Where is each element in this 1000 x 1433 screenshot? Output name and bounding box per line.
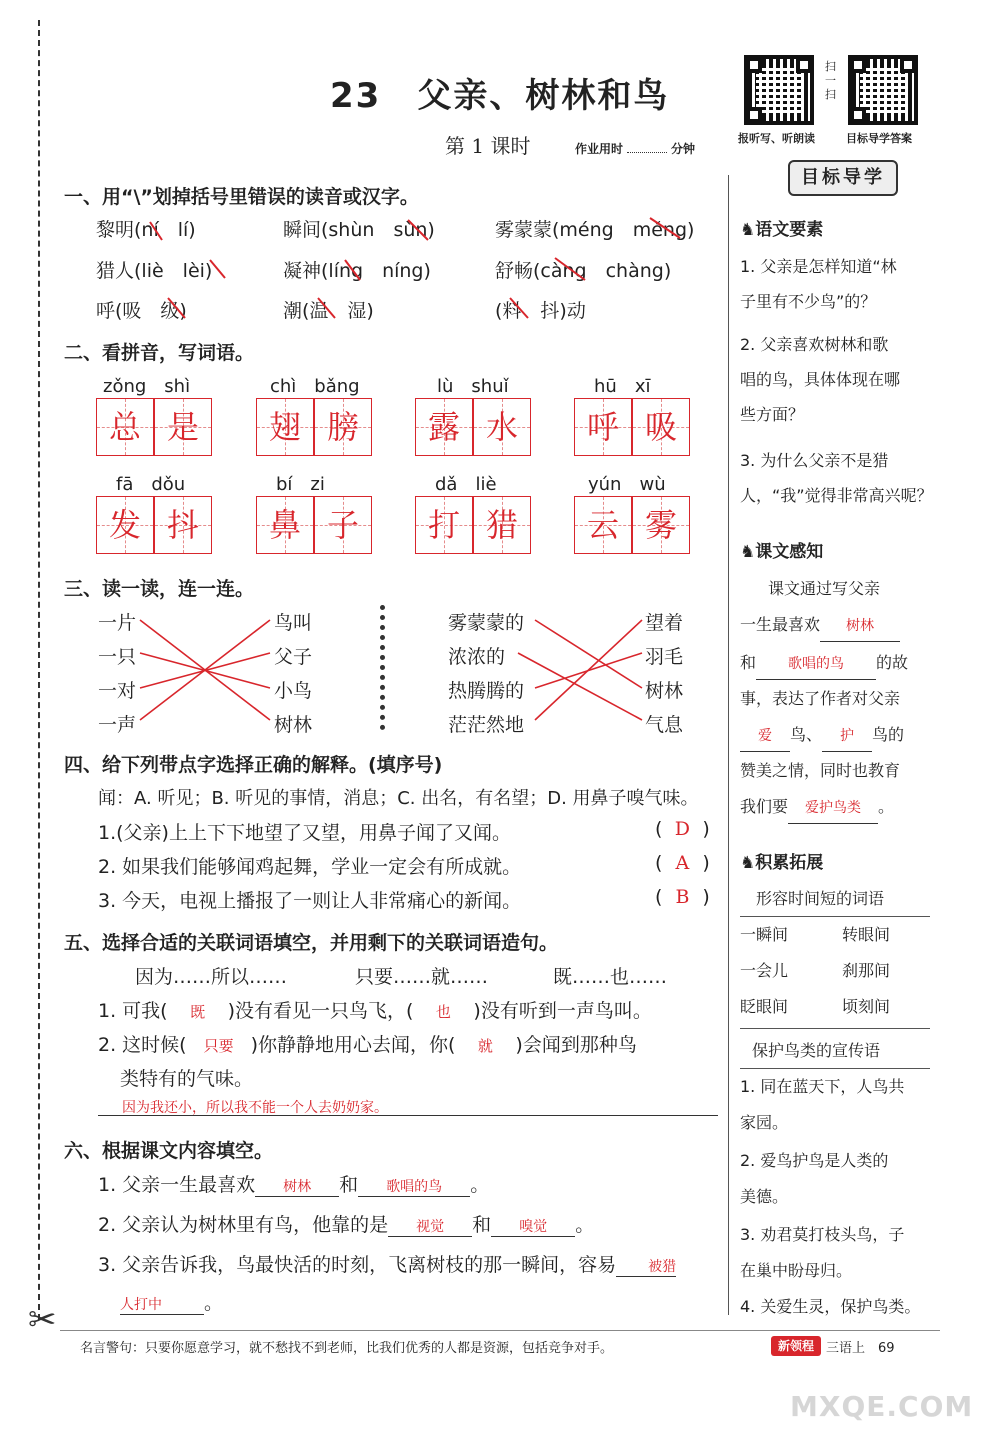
word-1a: 一瞬间 xyxy=(740,925,789,944)
word-2a: 一会儿 xyxy=(740,961,789,980)
worktime-unit: 分钟 xyxy=(671,142,696,156)
q2-line2: 唱的鸟，具体体现在哪 xyxy=(740,370,901,389)
yuwen-heading-text: 语文要素 xyxy=(755,220,824,240)
chess-knight-icon: ♞ xyxy=(740,853,756,873)
s3-right-a-4: 茫茫然地 xyxy=(448,714,525,736)
grid-answer-char: 翅 xyxy=(268,408,301,446)
s6-l2-a: 2. 父亲认为树林里有鸟，他靠的是 xyxy=(98,1214,389,1236)
s1-item-4: 猎人(liè lèi) xyxy=(96,260,213,282)
slogan-6: 在巢中盼母归。 xyxy=(740,1261,853,1280)
sidebar-q3 xyxy=(740,446,933,511)
watermark: MXQE.COM xyxy=(790,1390,974,1423)
s3-left-b-3: 小鸟 xyxy=(274,680,313,702)
sidebar-q2 xyxy=(740,330,900,430)
ganzhi-p4 xyxy=(740,720,904,752)
s6-l4-c: 。 xyxy=(204,1292,224,1314)
pinyin-7: dǎ liè xyxy=(435,474,497,495)
s3-left-a-1: 一片 xyxy=(98,612,137,634)
jilei-heading-text: 积累拓展 xyxy=(755,853,824,873)
ganzhi-p3: 事，表达了作者对父亲 xyxy=(740,689,901,708)
slogan-3: 2. 爱鸟护鸟是人类的 xyxy=(740,1151,889,1170)
worktime-text: 作业用时 xyxy=(575,142,624,156)
s3-left-b-1: 鸟叫 xyxy=(274,612,313,634)
pinyin-1: zǒng shì xyxy=(103,376,191,397)
ganzhi-heading xyxy=(740,537,823,562)
pinyin-5: fā dǒu xyxy=(116,474,186,495)
words-title-underline xyxy=(740,916,930,917)
s5-l2-b: )你静静地用心去闻，你( xyxy=(250,1034,456,1056)
s6-line1 xyxy=(98,1170,489,1197)
s5-option-2: 只要……就…… xyxy=(355,966,489,988)
column-divider xyxy=(728,175,729,1315)
s6-l1-ans1: 树林 xyxy=(255,1176,339,1197)
pinyin-3: lù shuǐ xyxy=(437,376,509,397)
slogan-2: 家园。 xyxy=(740,1113,789,1132)
s3-left-a-2: 一只 xyxy=(98,646,137,668)
s6-l2-b: 和 xyxy=(472,1214,492,1236)
s3-left-b-2: 父子 xyxy=(274,646,313,668)
slogan-title-underline xyxy=(740,1068,930,1069)
s4-answer-2: A xyxy=(675,852,690,874)
s4-answer-1: D xyxy=(674,818,691,840)
s6-line2 xyxy=(98,1210,594,1237)
s5-l2-a: 2. 这时候( xyxy=(98,1034,187,1056)
ganzhi-p6b: 。 xyxy=(878,797,895,816)
grid-answer-char: 膀 xyxy=(326,408,359,446)
grid-answer-char: 抖 xyxy=(166,506,199,544)
s4-paren-1: ( D ) xyxy=(655,818,710,840)
slogan-4: 美德。 xyxy=(740,1187,789,1206)
slogan-1: 1. 同在蓝天下，人鸟共 xyxy=(740,1077,905,1096)
slogan-title: 保护鸟类的宣传语 xyxy=(752,1041,881,1060)
s6-l1-c: 。 xyxy=(470,1174,490,1196)
grid-answer-char: 子 xyxy=(326,506,359,544)
ganzhi-a3: 爱 xyxy=(740,721,790,752)
s4-paren-2: ( A ) xyxy=(655,852,710,874)
page-title: 23 父亲、树林和鸟 xyxy=(330,76,670,116)
qr1-caption: 报听写、听朗读 xyxy=(738,132,815,145)
s3-right-a-3: 热腾腾的 xyxy=(448,680,525,702)
jilei-heading xyxy=(740,848,823,873)
ganzhi-a4: 护 xyxy=(822,721,872,752)
s1-item-3: 雾蒙蒙(méng měng) xyxy=(495,219,695,241)
pinyin-6: bí zi xyxy=(276,474,325,495)
word-2b: 刹那间 xyxy=(842,961,891,980)
s1-item-9: (料 抖)动 xyxy=(495,300,586,322)
words-bottom-line xyxy=(740,1028,930,1029)
chess-knight-icon: ♞ xyxy=(740,220,756,240)
section6-title: 六、根据课文内容填空。 xyxy=(64,1140,274,1162)
s3-left-b-4: 树林 xyxy=(274,714,313,736)
grid-answer-char: 发 xyxy=(108,506,141,544)
q1-line2: 子里有不少鸟”的？ xyxy=(740,292,877,311)
s1-item-7: 呼(吸 级) xyxy=(96,300,187,322)
s5-option-3: 既……也…… xyxy=(553,966,668,988)
s5-l2-ans1: 只要 xyxy=(203,1037,234,1055)
s1-item-8: 潮(温 湿) xyxy=(283,300,374,322)
ganzhi-p4b: 鸟的 xyxy=(872,725,905,744)
scissors-icon: ✂ xyxy=(28,1300,57,1340)
word-3a: 眨眼间 xyxy=(740,997,789,1016)
s4-definition: 闻：A. 听见；B. 听见的事情，消息；C. 出名，有名望；D. 用鼻子嗅气味。 xyxy=(98,788,699,809)
footer-rule xyxy=(60,1330,940,1331)
s6-line4 xyxy=(120,1288,223,1315)
q2-line1: 2. 父亲喜欢树林和歌 xyxy=(740,335,889,354)
s4-item-3: 3. 今天，电视上播报了一则让人非常痛心的新闻。 xyxy=(98,890,522,912)
ganzhi-p1-text: 一生最喜欢 xyxy=(740,615,821,634)
s5-line1 xyxy=(98,996,652,1023)
s3-right-b-4: 气息 xyxy=(645,714,684,736)
s5-l1-b: )没有看见一只鸟飞，( xyxy=(227,1000,414,1022)
ganzhi-a5: 爱护鸟类 xyxy=(788,793,878,824)
section1-title: 一、用“\”划掉括号里错误的读音或汉字。 xyxy=(64,186,419,208)
s5-l1-ans1: 既 xyxy=(190,1003,206,1021)
ganzhi-p2 xyxy=(740,648,908,680)
s6-l1-ans2: 歌唱的鸟 xyxy=(358,1176,470,1197)
s6-line3 xyxy=(98,1250,676,1277)
s6-l3-a: 3. 父亲告诉我，鸟最快活的时刻，飞离树枝的那一瞬间，容易 xyxy=(98,1254,617,1276)
sidebar-heading-text: 目标导学 xyxy=(801,167,885,188)
ganzhi-p6a: 我们要 xyxy=(740,797,789,816)
s6-l1-b: 和 xyxy=(339,1174,359,1196)
qr-code-listen[interactable] xyxy=(744,55,814,125)
s3-left-a-3: 一对 xyxy=(98,680,137,702)
section4-title: 四、给下列带点字选择正确的解释。(填序号) xyxy=(64,754,443,776)
yuwen-heading xyxy=(740,215,823,240)
s5-line2 xyxy=(98,1030,637,1057)
ganzhi-p2a: 和 xyxy=(740,653,757,672)
s3-right-b-1: 望着 xyxy=(645,612,684,634)
grid-answer-char: 露 xyxy=(427,408,460,446)
s4-item-1: 1.(父亲)上上下下地望了又望，用鼻子闻了又闻。 xyxy=(98,822,511,844)
q3-line1: 3. 为什么父亲不是猎 xyxy=(740,451,889,470)
s5-l1-ans2: 也 xyxy=(435,1003,451,1021)
ganzhi-p5: 赞美之情，同时也教育 xyxy=(740,761,901,780)
word-1b: 转眼间 xyxy=(842,925,891,944)
scan-label: 扫一扫 xyxy=(825,60,836,101)
qr-code-answer[interactable] xyxy=(848,55,918,125)
s4-paren-3: ( B ) xyxy=(655,886,710,908)
ganzhi-p-intro: 课文通过写父亲 xyxy=(768,579,881,598)
grid-answer-char: 猎 xyxy=(485,506,518,544)
section5-title: 五、选择合适的关联词语填空，并用剩下的关联词语造句。 xyxy=(64,932,559,954)
grid-answer-char: 是 xyxy=(166,408,199,446)
grid-answer-char: 雾 xyxy=(644,506,677,544)
ganzhi-p1 xyxy=(740,610,900,642)
ganzhi-a2: 歌唱的鸟 xyxy=(756,649,876,680)
s6-l2-ans1: 视觉 xyxy=(388,1216,472,1237)
q1-line1: 1. 父亲是怎样知道“林 xyxy=(740,257,897,276)
word-3b: 顷刻间 xyxy=(842,997,891,1016)
s6-l2-ans2: 嗅觉 xyxy=(491,1216,575,1237)
s1-item-1: 黎明(ní lí) xyxy=(96,219,196,241)
page-number: 三语上 69 xyxy=(826,1341,895,1356)
s3-match-lines xyxy=(0,0,720,760)
grid-answer-char: 鼻 xyxy=(268,506,301,544)
s6-l1-a: 1. 父亲一生最喜欢 xyxy=(98,1174,256,1196)
s5-option-1: 因为……所以…… xyxy=(135,966,288,988)
ganzhi-heading-text: 课文感知 xyxy=(755,542,824,562)
s5-sentence-line xyxy=(98,1115,718,1116)
s3-right-b-3: 树林 xyxy=(645,680,684,702)
q2-line3: 些方面？ xyxy=(740,405,805,424)
grid-answer-char: 呼 xyxy=(586,408,619,446)
chess-knight-icon: ♞ xyxy=(740,542,756,562)
s1-item-2: 瞬间(shùn sùn) xyxy=(283,219,435,241)
s3-right-a-2: 浓浓的 xyxy=(448,646,506,668)
s3-right-a-1: 雾蒙蒙的 xyxy=(448,612,525,634)
pinyin-2: chì bǎng xyxy=(270,376,360,397)
sidebar-heading xyxy=(788,160,898,196)
s5-l2-c: )会闻到那种鸟 xyxy=(515,1034,637,1056)
section3-title: 三、读一读，连一连。 xyxy=(64,578,255,600)
s4-item-2: 2. 如果我们能够闻鸡起舞，学业一定会有所成就。 xyxy=(98,856,522,878)
grid-answer-char: 打 xyxy=(427,506,460,544)
s6-l2-c: 。 xyxy=(575,1214,595,1236)
words-title: 形容时间短的词语 xyxy=(756,889,885,908)
grid-answer-char: 云 xyxy=(586,506,619,544)
ganzhi-p2b: 的故 xyxy=(876,653,909,672)
s4-answer-3: B xyxy=(675,886,690,908)
s3-right-b-2: 羽毛 xyxy=(645,646,684,668)
s5-l2-ans2: 就 xyxy=(477,1037,493,1055)
s5-l1-a: 1. 可我( xyxy=(98,1000,168,1022)
grid-answer-char: 水 xyxy=(485,408,518,446)
pinyin-8: yún wù xyxy=(588,474,666,495)
ganzhi-a1: 树林 xyxy=(820,611,900,642)
s6-l3-ans1: 被猎 xyxy=(616,1256,676,1277)
pinyin-4: hū xī xyxy=(594,376,651,397)
ganzhi-p4a: 鸟、 xyxy=(790,725,823,744)
sidebar-q1 xyxy=(740,252,897,317)
grid-answer-char: 总 xyxy=(108,408,141,446)
s1-item-6: 舒畅(càng chàng) xyxy=(495,260,672,282)
grid-answer-char: 吸 xyxy=(644,408,677,446)
slogan-5: 3. 劝君莫打枝头鸟，子 xyxy=(740,1225,905,1244)
q3-line2: 人，“我”觉得非常高兴呢？ xyxy=(740,486,933,505)
s6-l4-ans: 人打中 xyxy=(120,1294,204,1315)
qr2-caption: 目标导学答案 xyxy=(846,132,912,145)
section2-title: 二、看拼音，写词语。 xyxy=(64,342,255,364)
s5-sentence: 因为我还小，所以我不能一个人去奶奶家。 xyxy=(122,1100,388,1116)
s3-left-a-4: 一声 xyxy=(98,714,137,736)
ganzhi-p6 xyxy=(740,792,894,824)
s1-item-5: 凝神(líng níng) xyxy=(283,260,431,282)
slogan-7: 4. 关爱生灵，保护鸟类。 xyxy=(740,1297,921,1316)
lesson-label: 第 1 课时 xyxy=(445,134,531,158)
s5-line3: 类特有的气味。 xyxy=(120,1068,254,1090)
footer-motto: 名言警句：只要你愿意学习，就不愁找不到老师，比我们优秀的人都是资源，包括竞争对手。 xyxy=(80,1341,614,1356)
brand-badge: 新领程 xyxy=(771,1336,821,1356)
s5-l1-c: )没有听到一声鸟叫。 xyxy=(473,1000,652,1022)
